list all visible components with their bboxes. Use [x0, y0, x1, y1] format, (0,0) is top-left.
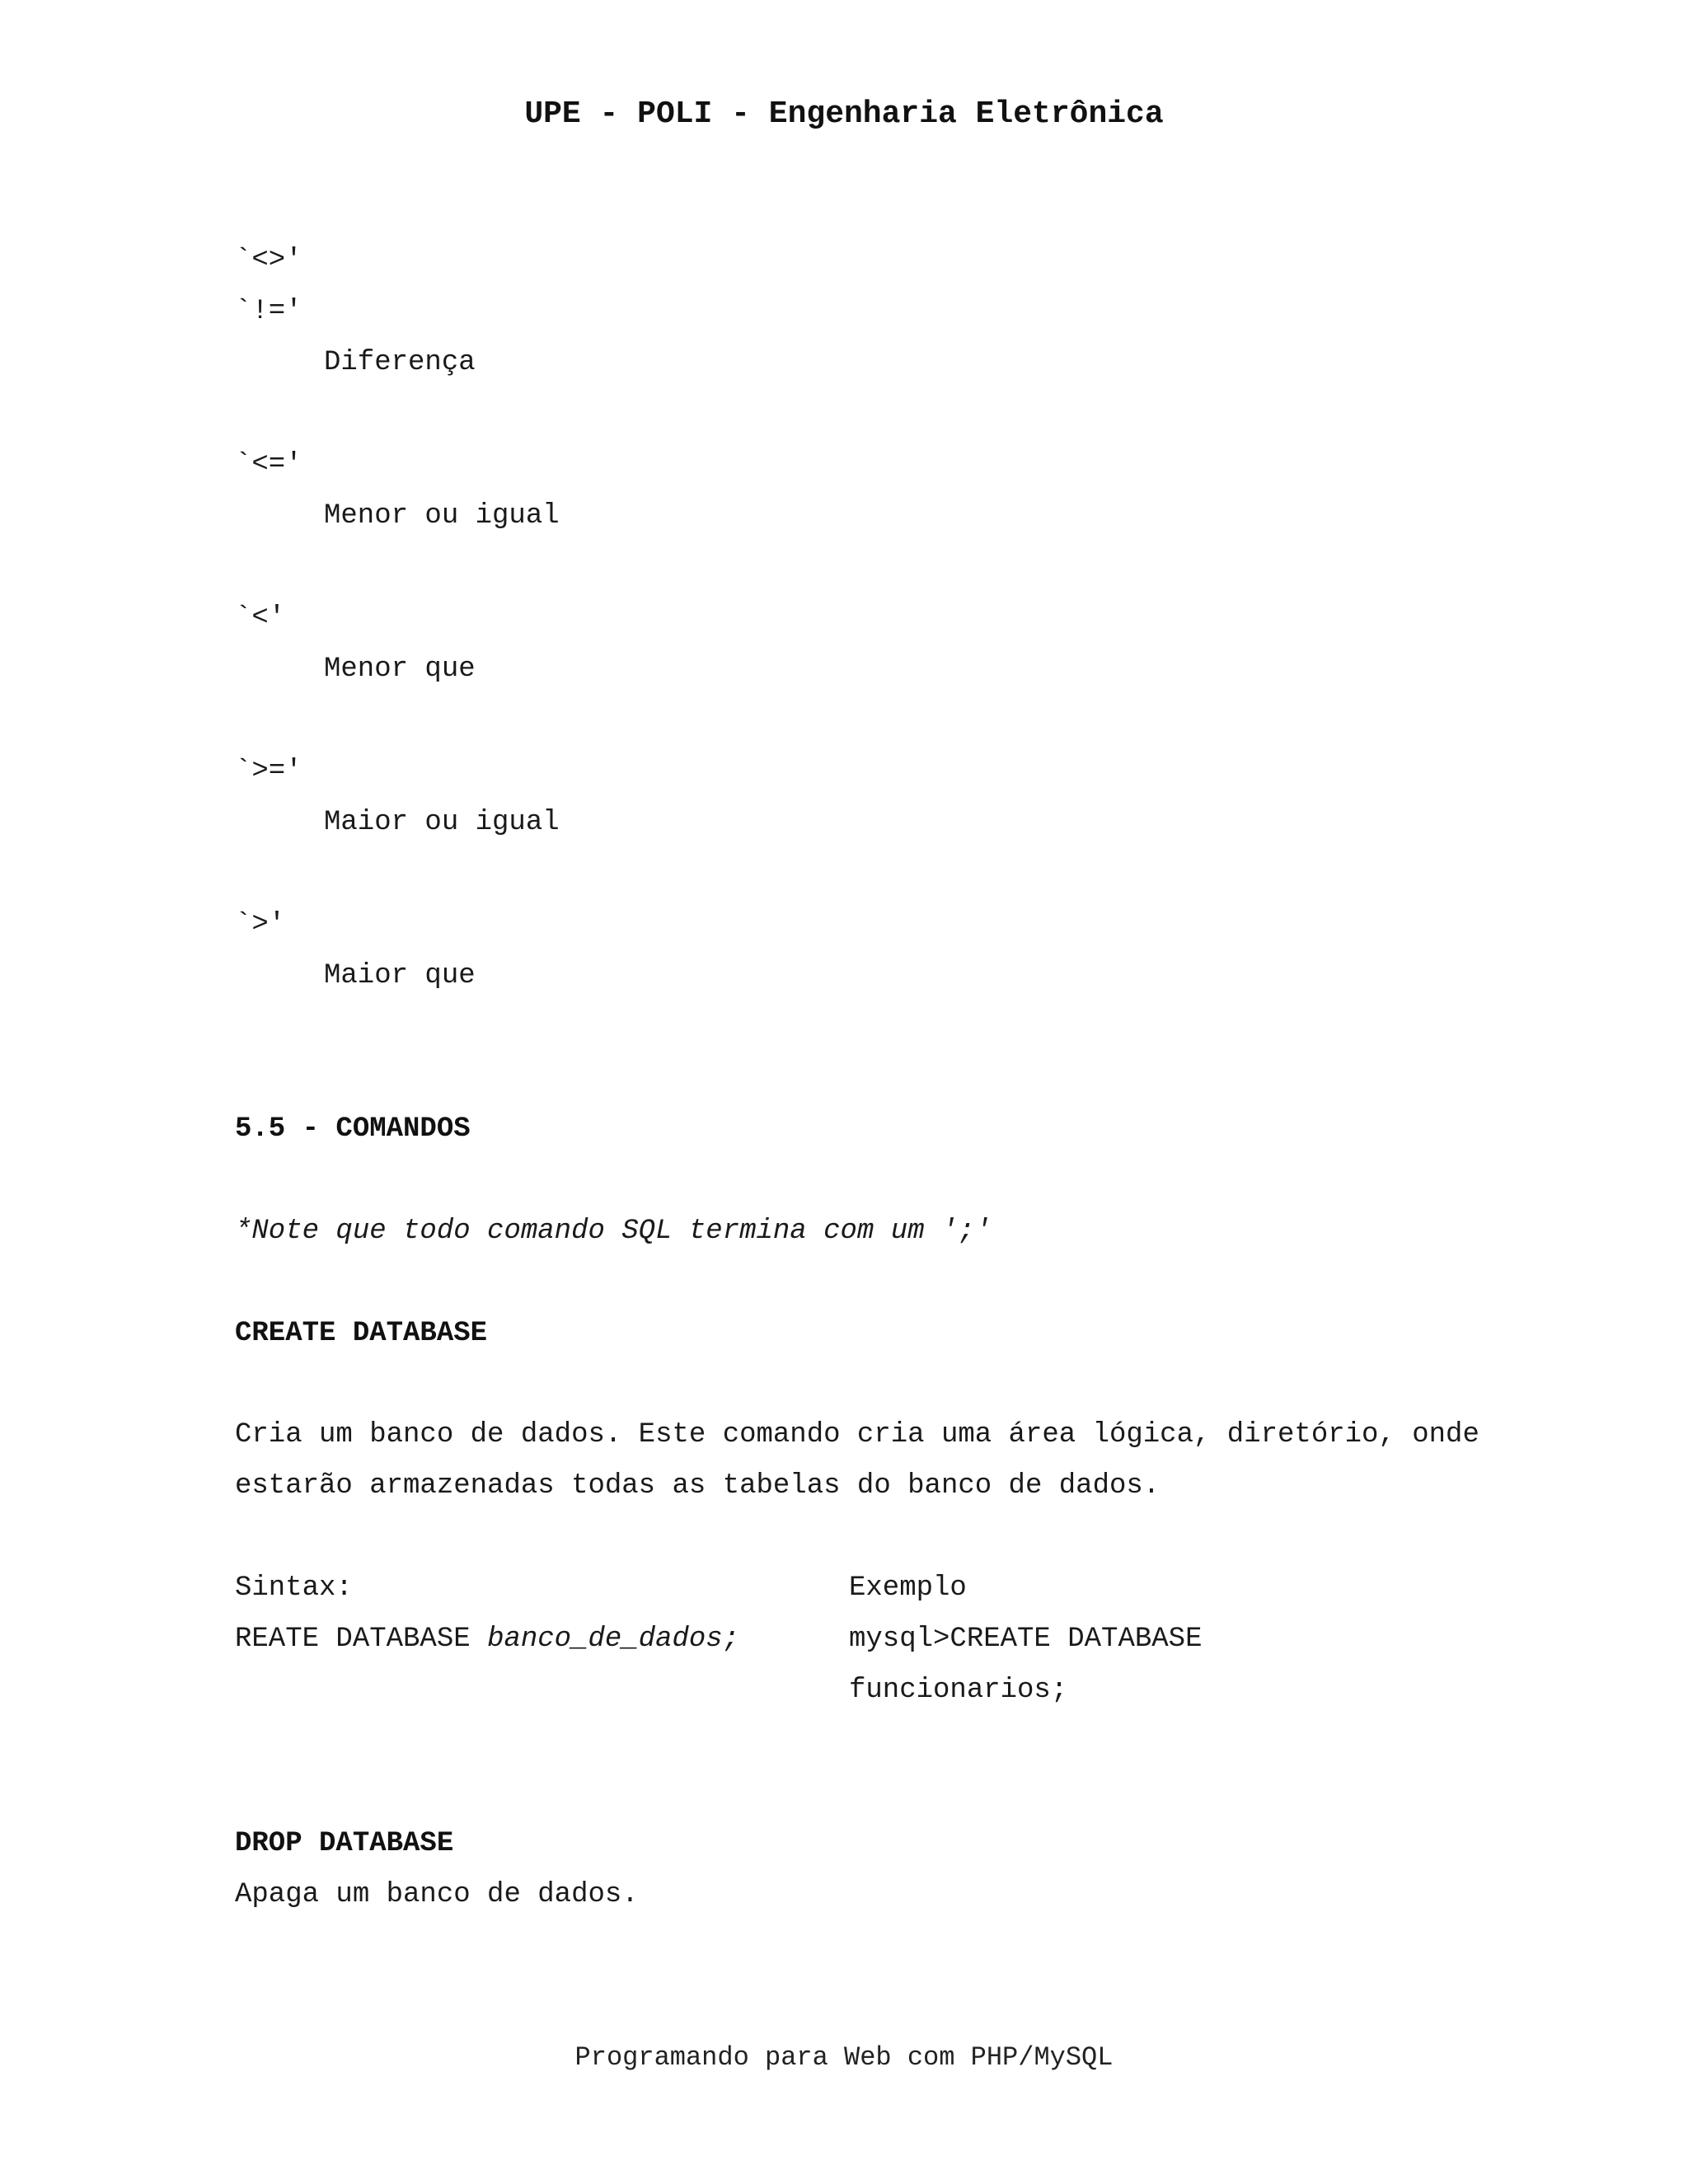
operator-greater-equal-description: Maior ou igual — [324, 807, 560, 838]
example-label: Exemplo — [849, 1572, 967, 1604]
drop-database-heading: DROP DATABASE — [235, 1828, 454, 1859]
operator-greater-description: Maior que — [324, 960, 476, 991]
operator-less-description: Menor que — [324, 654, 476, 685]
example-command-line2: funcionarios; — [849, 1675, 1068, 1706]
operator-not-equal-symbol: `<>' — [235, 245, 302, 276]
operator-not-equal-description: Diferença — [324, 347, 476, 378]
operator-greater-equal-symbol: `>=' — [235, 756, 302, 787]
create-database-description-line1: Cria um banco de dados. Este comando cria uma área lógica, diretório, onde — [235, 1419, 1479, 1451]
operator-greater-symbol: `>' — [235, 909, 286, 940]
sql-terminator-note: *Note que todo comando SQL termina com um ';' — [235, 1216, 992, 1247]
drop-database-description: Apaga um banco de dados. — [235, 1879, 639, 1910]
syntax-label: Sintax: — [235, 1572, 353, 1604]
operator-less-equal-description: Menor ou igual — [324, 500, 560, 532]
operator-less-symbol: `<' — [235, 602, 286, 634]
example-command-line1: mysql>CREATE DATABASE — [849, 1624, 1203, 1655]
page-header-title: UPE - POLI - Engenharia Eletrônica — [524, 96, 1164, 132]
create-database-heading: CREATE DATABASE — [235, 1318, 488, 1349]
page-footer: Programando para Web com PHP/MySQL — [574, 2042, 1114, 2073]
syntax-command: REATE DATABASE — [235, 1624, 488, 1655]
operator-not-equal-alt-symbol: `!=' — [235, 296, 302, 327]
operator-less-equal-symbol: `<=' — [235, 449, 302, 480]
section-heading-comandos: 5.5 - COMANDOS — [235, 1113, 471, 1145]
create-database-description-line2: estarão armazenadas todas as tabelas do banco de dados. — [235, 1470, 1160, 1502]
syntax-line — [235, 1625, 739, 1653]
syntax-argument: banco_de_dados; — [487, 1624, 740, 1655]
